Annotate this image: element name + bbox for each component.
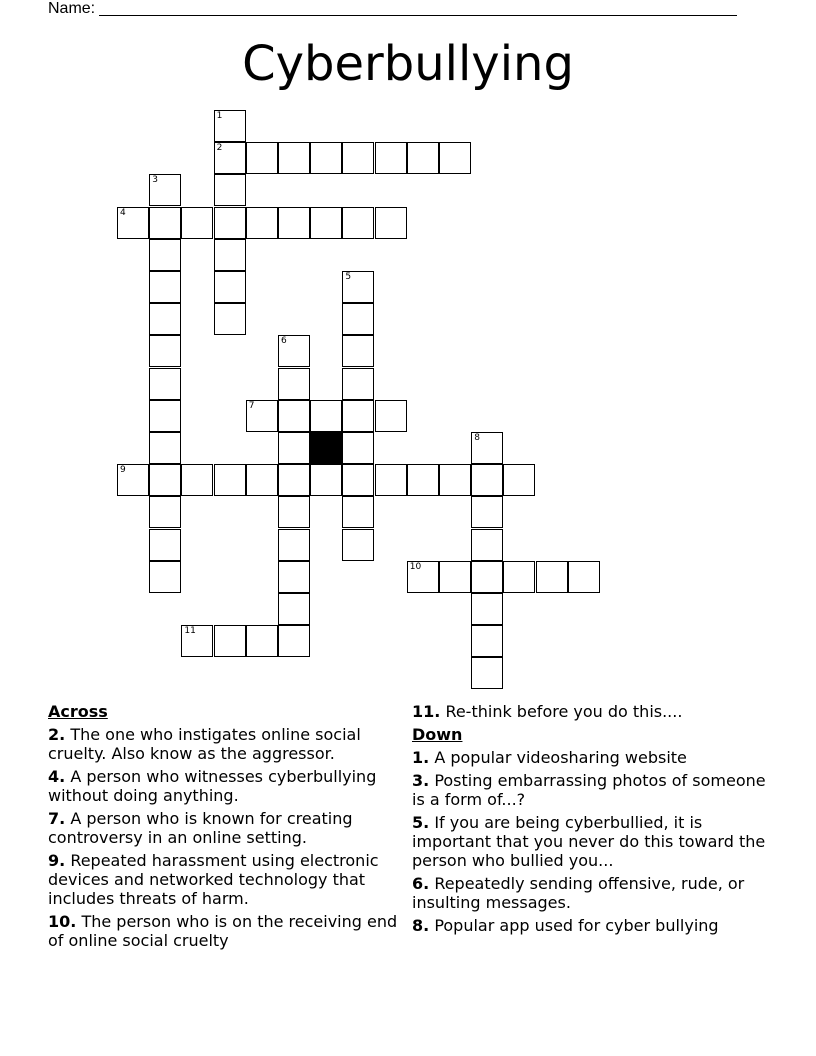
across-heading: Across: [48, 702, 108, 721]
page-title: Cyberbullying: [242, 36, 574, 92]
clue-down-1: [412, 748, 772, 767]
clue-text: Popular app used for cyber bullying: [434, 916, 719, 935]
clue-number: 9.: [48, 851, 66, 870]
clue-text: Posting embarrassing photos of someone is a form of...?: [412, 771, 766, 809]
grid-cell[interactable]: [149, 561, 181, 593]
grid-cell[interactable]: [246, 625, 278, 657]
grid-cell[interactable]: [342, 529, 374, 561]
black-cell: [310, 432, 342, 464]
clue-text: Re-think before you do this....: [445, 702, 683, 721]
grid-cell[interactable]: [181, 207, 213, 239]
grid-cell[interactable]: [439, 142, 471, 174]
cell-number: 4: [120, 207, 126, 218]
grid-cell[interactable]: [407, 142, 439, 174]
clue-number: 8.: [412, 916, 430, 935]
grid-cell[interactable]: [342, 335, 374, 367]
grid-cell[interactable]: [407, 464, 439, 496]
grid-cell[interactable]: [214, 174, 246, 206]
clue-across-9: [48, 851, 408, 908]
grid-cell[interactable]: [278, 593, 310, 625]
clue-text: A popular videosharing website: [434, 748, 687, 767]
clue-number: 3.: [412, 771, 430, 790]
clue-across-4: [48, 767, 408, 805]
grid-cell[interactable]: [342, 432, 374, 464]
clue-text: If you are being cyberbullied, it is important that you never do this toward the person who bullied you...: [412, 813, 766, 870]
grid-cell[interactable]: [342, 271, 374, 303]
clues-right-column: [412, 702, 772, 939]
grid-cell[interactable]: [375, 464, 407, 496]
grid-cell[interactable]: [246, 142, 278, 174]
clue-number: 6.: [412, 874, 430, 893]
grid-cell[interactable]: [471, 432, 503, 464]
grid-cell[interactable]: [407, 561, 439, 593]
grid-cell[interactable]: [149, 529, 181, 561]
grid-cell[interactable]: [149, 496, 181, 528]
clue-text: A person who witnesses cyberbullying without doing anything.: [48, 767, 377, 805]
grid-cell[interactable]: [471, 464, 503, 496]
grid-cell[interactable]: [149, 271, 181, 303]
grid-cell[interactable]: [342, 368, 374, 400]
grid-cell[interactable]: [536, 561, 568, 593]
grid-cell[interactable]: [310, 207, 342, 239]
grid-cell[interactable]: [214, 625, 246, 657]
cell-number: 9: [120, 465, 126, 476]
grid-cell[interactable]: [149, 239, 181, 271]
grid-cell[interactable]: [181, 625, 213, 657]
cell-number: 3: [152, 175, 158, 186]
grid-cell[interactable]: [439, 464, 471, 496]
clue-across-11: [412, 702, 772, 721]
grid-cell[interactable]: [471, 593, 503, 625]
grid-cell[interactable]: [246, 400, 278, 432]
cell-number: 2: [216, 143, 223, 154]
cell-number: 6: [281, 336, 287, 347]
grid-cell[interactable]: [214, 239, 246, 271]
grid-cell[interactable]: [149, 207, 181, 239]
grid-cell[interactable]: [568, 561, 600, 593]
grid-cell[interactable]: [214, 464, 246, 496]
grid-cell[interactable]: [310, 142, 342, 174]
grid-cell[interactable]: [471, 625, 503, 657]
name-underline[interactable]: [99, 0, 737, 16]
clue-text: Repeated harassment using electronic devices and networked technology that includes threats of harm.: [48, 851, 379, 908]
grid-cell[interactable]: [342, 496, 374, 528]
clue-number: 2.: [48, 725, 66, 744]
grid-cell[interactable]: [342, 303, 374, 335]
grid-cell[interactable]: [214, 142, 246, 174]
clue-down-8: [412, 916, 772, 935]
grid-cell[interactable]: [375, 142, 407, 174]
grid-cell[interactable]: [214, 303, 246, 335]
grid-cell[interactable]: [214, 207, 246, 239]
name-label: Name:: [48, 0, 96, 17]
grid-cell[interactable]: [503, 464, 535, 496]
grid-cell[interactable]: [214, 110, 246, 142]
grid-cell[interactable]: [246, 464, 278, 496]
clue-number: 10.: [48, 912, 77, 931]
grid-cell[interactable]: [278, 207, 310, 239]
grid-cell[interactable]: [278, 625, 310, 657]
grid-cell[interactable]: [117, 464, 149, 496]
grid-cell[interactable]: [278, 496, 310, 528]
grid-cell[interactable]: [278, 335, 310, 367]
grid-cell[interactable]: [149, 303, 181, 335]
clue-across-7: [48, 809, 408, 847]
clue-text: Repeatedly sending offensive, rude, or insulting messages.: [412, 874, 745, 912]
grid-cell[interactable]: [503, 561, 535, 593]
grid-cell[interactable]: [149, 335, 181, 367]
grid-cell[interactable]: [117, 207, 149, 239]
cell-number: 10: [409, 561, 422, 572]
grid-cell[interactable]: [278, 400, 310, 432]
clue-number: 7.: [48, 809, 66, 828]
grid-cell[interactable]: [471, 496, 503, 528]
grid-cell[interactable]: [342, 464, 374, 496]
name-field[interactable]: [48, 0, 737, 18]
grid-cell[interactable]: [181, 464, 213, 496]
grid-cell[interactable]: [149, 174, 181, 206]
grid-cell[interactable]: [278, 529, 310, 561]
clue-number: 4.: [48, 767, 66, 786]
grid-cell[interactable]: [342, 400, 374, 432]
cell-number: 7: [248, 400, 255, 411]
grid-cell[interactable]: [149, 368, 181, 400]
clue-text: A person who is known for creating controversy in an online setting.: [48, 809, 353, 847]
grid-cell[interactable]: [342, 142, 374, 174]
clue-number: 11.: [412, 702, 441, 721]
grid-cell[interactable]: [471, 529, 503, 561]
grid-cell[interactable]: [310, 464, 342, 496]
clue-down-6: [412, 874, 772, 912]
grid-cell[interactable]: [149, 432, 181, 464]
cell-number: 1: [216, 111, 223, 121]
clue-across-10: [48, 912, 408, 950]
grid-cell[interactable]: [471, 561, 503, 593]
clue-down-5: [412, 813, 772, 870]
cell-number: 8: [474, 433, 480, 443]
grid-cell[interactable]: [310, 400, 342, 432]
clues-left-column: [48, 702, 408, 954]
clue-number: 1.: [412, 748, 430, 767]
grid-cell[interactable]: [278, 561, 310, 593]
clue-down-3: [412, 771, 772, 809]
cell-number: 11: [184, 626, 196, 637]
grid-cell[interactable]: [149, 464, 181, 496]
grid-cell[interactable]: [278, 432, 310, 464]
grid-cell[interactable]: [471, 657, 503, 689]
clue-text: The one who instigates online social cruelty. Also know as the aggressor.: [48, 725, 361, 763]
grid-cell[interactable]: [246, 207, 278, 239]
grid-cell[interactable]: [278, 464, 310, 496]
clue-number: 5.: [412, 813, 430, 832]
down-heading: Down: [412, 725, 463, 744]
cell-number: 5: [345, 272, 352, 282]
grid-cell[interactable]: [278, 142, 310, 174]
grid-cell[interactable]: [214, 271, 246, 303]
clue-across-2: [48, 725, 408, 763]
grid-cell[interactable]: [439, 561, 471, 593]
clue-text: The person who is on the receiving end of online social cruelty: [48, 912, 398, 950]
grid-cell[interactable]: [342, 207, 374, 239]
grid-cell[interactable]: [375, 400, 407, 432]
grid-cell[interactable]: [278, 368, 310, 400]
grid-cell[interactable]: [149, 400, 181, 432]
grid-cell[interactable]: [375, 207, 407, 239]
